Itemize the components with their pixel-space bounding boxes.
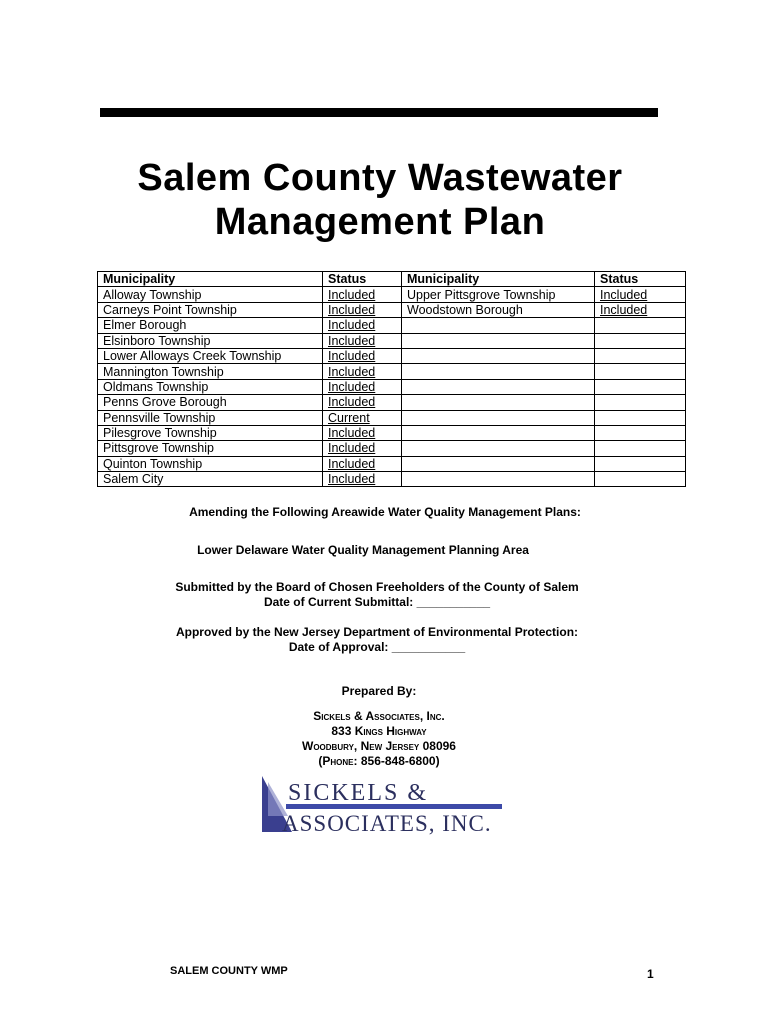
header-status-1: Status [323, 272, 402, 287]
status-cell: Included [323, 425, 402, 440]
municipality-cell: Alloway Township [98, 287, 323, 302]
municipality-cell: Oldmans Township [98, 379, 323, 394]
status-cell: Included [323, 456, 402, 471]
prepared-block [0, 684, 764, 769]
municipality-cell: Pilesgrove Township [98, 425, 323, 440]
municipality-cell: Elmer Borough [98, 318, 323, 333]
title-line-2: Management Plan [214, 201, 546, 243]
address-line-2: Woodbury, New Jersey 08096 [302, 739, 456, 753]
municipality-cell: Woodstown Borough [402, 302, 595, 317]
status-cell: Included [323, 364, 402, 379]
municipality-cell [402, 395, 595, 410]
municipality-cell [402, 364, 595, 379]
logo-line-2: ASSOCIATES, INC. [282, 811, 492, 836]
approved-block [0, 625, 762, 655]
municipality-cell: Elsinboro Township [98, 333, 323, 348]
status-cell: Included [595, 287, 686, 302]
company-logo [262, 776, 504, 838]
status-cell: Included [323, 333, 402, 348]
municipality-cell [402, 425, 595, 440]
status-cell [595, 456, 686, 471]
status-cell: Included [323, 318, 402, 333]
status-cell [595, 348, 686, 363]
municipality-cell: Pittsgrove Township [98, 441, 323, 456]
status-cell [595, 364, 686, 379]
status-cell [595, 441, 686, 456]
prepared-label: Prepared By: [341, 684, 417, 698]
municipality-cell [402, 456, 595, 471]
status-cell: Included [323, 472, 402, 487]
municipality-cell: Carneys Point Township [98, 302, 323, 317]
municipality-cell [402, 379, 595, 394]
municipality-cell: Penns Grove Borough [98, 395, 323, 410]
status-cell [595, 425, 686, 440]
phone: (Phone: 856-848-6800) [318, 754, 440, 768]
table-row [98, 364, 686, 379]
status-cell [595, 318, 686, 333]
logo-line-1: SICKELS & [288, 780, 429, 806]
table-row [98, 379, 686, 394]
table-row [98, 318, 686, 333]
status-cell [595, 379, 686, 394]
page-number: 1 [647, 967, 654, 981]
status-cell: Current [323, 410, 402, 425]
amending-heading: Amending the Following Areawide Water Quality Management Plans: [189, 505, 581, 519]
municipality-cell: Pennsville Township [98, 410, 323, 425]
status-cell: Included [323, 379, 402, 394]
company-name: Sickels & Associates, Inc. [313, 709, 445, 723]
municipality-cell [402, 333, 595, 348]
municipality-cell: Lower Alloways Creek Township [98, 348, 323, 363]
status-cell [595, 333, 686, 348]
municipality-cell [402, 410, 595, 425]
table-row [98, 456, 686, 471]
municipality-cell [402, 318, 595, 333]
table-header-row [98, 272, 686, 287]
status-cell [595, 472, 686, 487]
municipality-cell [402, 441, 595, 456]
status-cell: Included [323, 395, 402, 410]
municipality-cell [402, 348, 595, 363]
status-cell: Included [323, 287, 402, 302]
table-row [98, 410, 686, 425]
header-municipality-2: Municipality [402, 272, 595, 287]
approval-date: Date of Approval: ___________ [288, 640, 466, 654]
planning-area: Lower Delaware Water Quality Management Planning Area [197, 543, 529, 557]
table-row [98, 395, 686, 410]
table-row [98, 472, 686, 487]
header-municipality-1: Municipality [98, 272, 323, 287]
page-title [0, 156, 760, 244]
status-cell [595, 410, 686, 425]
table-row [98, 425, 686, 440]
table-row [98, 302, 686, 317]
municipality-table [97, 271, 686, 487]
footer-title: SALEM COUNTY WMP [170, 965, 288, 977]
table-row [98, 441, 686, 456]
title-line-1: Salem County Wastewater [137, 157, 623, 199]
address-line-1: 833 Kings Highway [331, 724, 427, 738]
municipality-cell: Salem City [98, 472, 323, 487]
submittal-date: Date of Current Submittal: ___________ [263, 595, 491, 609]
status-cell [595, 395, 686, 410]
status-cell: Included [323, 348, 402, 363]
status-cell: Included [595, 302, 686, 317]
municipality-cell: Upper Pittsgrove Township [402, 287, 595, 302]
status-cell: Included [323, 441, 402, 456]
header-status-2: Status [595, 272, 686, 287]
top-rule [100, 108, 658, 117]
municipality-cell: Mannington Township [98, 364, 323, 379]
submitted-block [0, 580, 762, 610]
table-row [98, 348, 686, 363]
municipality-cell: Quinton Township [98, 456, 323, 471]
table-row [98, 287, 686, 302]
municipality-cell [402, 472, 595, 487]
approved-by: Approved by the New Jersey Department of Environmental Protection: [175, 625, 579, 639]
table-row [98, 333, 686, 348]
submitted-by: Submitted by the Board of Chosen Freeholders of the County of Salem [175, 580, 579, 594]
status-cell: Included [323, 302, 402, 317]
